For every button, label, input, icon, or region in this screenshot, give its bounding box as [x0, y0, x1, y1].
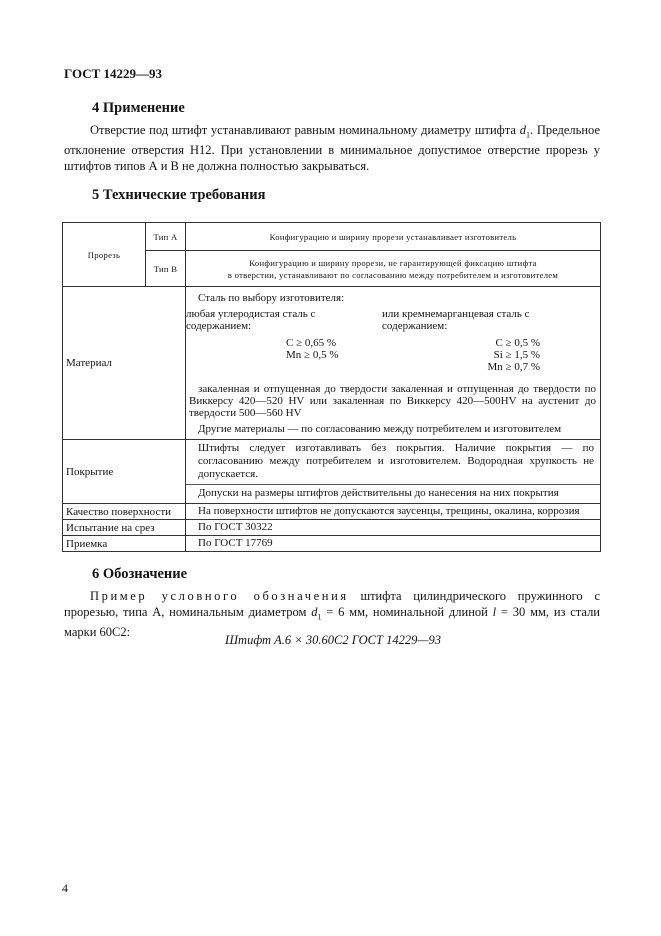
section-4-title: 4 Применение — [92, 100, 185, 116]
composition — [186, 332, 600, 373]
acceptance-label: Приемка — [63, 536, 186, 552]
section-6-text: Пример условного обозначения штифта цилиндрического пружинного с прорезью, типа А, номинальным диаметром $d_1 = 6$ мм, номинальной длиной l = 30 мм, из стали марки 60С2: — [64, 589, 600, 639]
mn-composition: C ≥ 0,5 % Si ≥ 1,5 % Mn ≥ 0,7 % — [487, 337, 540, 373]
material-content — [186, 287, 601, 440]
coating-tolerance: Допуски на размеры штифтов действительны до нанесения на них покрытия — [198, 487, 559, 499]
surface-label: Качество поверхности — [63, 504, 186, 520]
steel-types — [186, 304, 600, 332]
type-b-text: Конфигурацию и ширину прорези, не гарантирующей фиксацию штифта в отверстии, устанавливают по согласованию между потребителем и изготовителем — [186, 251, 601, 287]
material-choice: Сталь по выбору изготовителя: — [198, 292, 345, 304]
carbon-composition: C ≥ 0,65 % Mn ≥ 0,5 % — [286, 337, 339, 361]
carbon-steel-heading: любая углеродистая сталь с содержанием: — [186, 308, 316, 332]
type-a-label: Тип А — [146, 223, 186, 251]
acceptance-text: По ГОСТ 17769 — [186, 536, 601, 552]
page-number: 4 — [62, 881, 68, 895]
section-5-title: 5 Технические требования — [92, 187, 266, 203]
designation-example: Штифт А.6 × 30.60С2 ГОСТ 14229—93 — [225, 633, 441, 647]
coating-text: Штифты следует изготавливать без покрытия. Наличие покрытия — по согласованию между потребителем и изготовителем. Водородная хрупкость не допускается. — [186, 440, 600, 485]
coating-content — [186, 440, 601, 504]
slot-label: Прорезь — [63, 223, 146, 287]
surface-text: На поверхности штифтов не допускаются заусенцы, трещины, окалина, коррозия — [186, 504, 601, 520]
requirements-table — [62, 222, 601, 552]
other-materials: Другие материалы — по согласованию между потребителем и изготовителем — [198, 423, 562, 435]
shear-test-label: Испытание на срез — [63, 520, 186, 536]
document-header: ГОСТ 14229—93 — [64, 66, 163, 81]
material-label: Материал — [63, 287, 186, 440]
hardening-text: закаленная и отпущенная до твердости закаленная и отпущенная до твердости по Виккерсу 420—520 HV или закаленная по Виккерсу 420—500HV на аустенит до твердости 500—560 HV — [189, 383, 596, 419]
type-b-label: Тип В — [146, 251, 186, 287]
coating-label: Покрытие — [63, 440, 186, 504]
section-6-title: 6 Обозначение — [92, 566, 188, 582]
section-4-text: Отверстие под штифт устанавливают равным номинальному диаметру штифта $d_1$. Предельное отклонение отверстия H12. При установлении в минимальное допустимое отверстие прорезь у штифтов типов А и В не должна полностью закрываться. — [64, 123, 601, 173]
type-a-text: Конфигурацию и ширину прорези устанавливает изготовитель — [186, 223, 601, 251]
mn-steel-heading: или кремнемарганцевая сталь с содержанием: — [382, 308, 530, 332]
shear-test-text: По ГОСТ 30322 — [186, 520, 601, 536]
